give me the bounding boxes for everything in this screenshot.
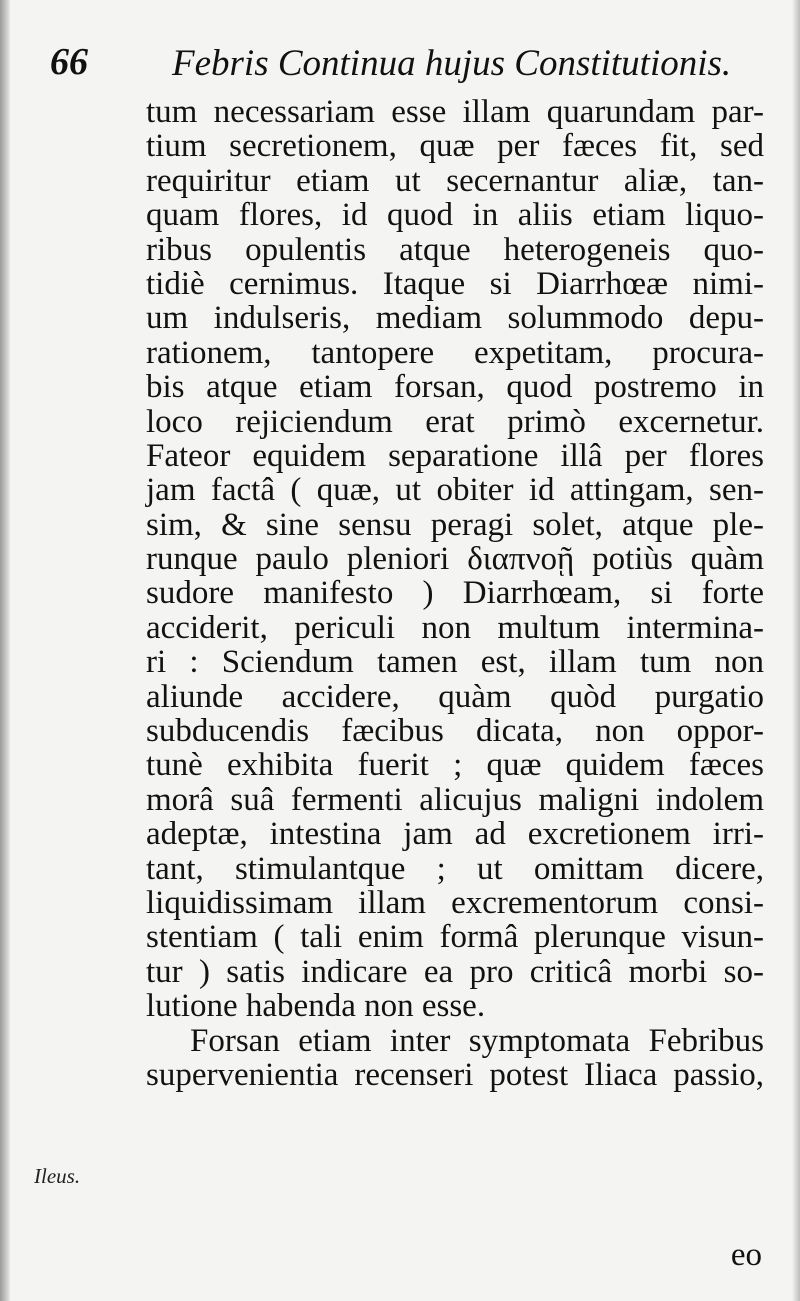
text-line: um indulseris, mediam solummodo depu-	[146, 300, 764, 337]
page-edge-shadow	[792, 0, 800, 1301]
margin-note: Ileus.	[34, 1164, 81, 1188]
running-head: Febris Continua hujus Constitutionis.	[172, 43, 732, 84]
text-line: Fateor equidem separatione illâ per flores	[146, 437, 764, 474]
text-line: tur ) satis indicare ea pro criticâ morbi so-	[146, 953, 764, 990]
page-gutter-shadow	[0, 0, 10, 1301]
text-line: aliunde accidere, quàm quòd purgatio	[146, 678, 764, 715]
text-line: tum necessariam esse illam quarundam par-	[146, 94, 764, 130]
text-line: lutione habenda non esse.	[146, 988, 486, 1025]
text-line: rationem, tantopere expetitam, procura-	[146, 334, 764, 371]
text-line: tunè exhibita fuerit ; quæ quidem fæces	[146, 747, 764, 784]
text-line: loco rejiciendum erat primò excernetur.	[146, 403, 764, 440]
page-number: 66	[50, 41, 88, 83]
text-line: sudore manifesto ) Diarrhœam, si forte	[146, 575, 764, 612]
text-line: ribus opulentis atque heterogeneis quo-	[146, 231, 764, 268]
text-line: acciderit, periculi non multum intermina-	[146, 609, 764, 646]
text-line: supervenientia recenseri potest Iliaca passio,	[146, 1056, 764, 1093]
text-line: bis atque etiam forsan, quod postremo in	[146, 369, 764, 406]
text-line: tium secretionem, quæ per fæces fit, sed	[146, 128, 764, 165]
text-line: morâ suâ fermenti alicujus maligni indolem	[146, 781, 764, 818]
catchword: eo	[730, 1237, 762, 1273]
text-line: tidiè cernimus. Itaque si Diarrhœæ nimi-	[146, 265, 764, 302]
text-line: jam factâ ( quæ, ut obiter id attingam, sen-	[146, 472, 764, 509]
text-line: subducendis fæcibus dicata, non oppor-	[146, 713, 764, 750]
main-text-block	[146, 95, 764, 1092]
text-line: adeptæ, intestina jam ad excretionem irri-	[146, 816, 764, 853]
text-line: tant, stimulantque ; ut omittam dicere,	[146, 850, 764, 887]
text-line: stentiam ( tali enim formâ plerunque visun-	[146, 919, 764, 956]
page-header	[50, 40, 760, 90]
text-line: liquidissimam illam excrementorum consi-	[146, 884, 764, 921]
text-line: runque paulo pleniori διαπνοῇ potiùs quàm	[146, 541, 764, 578]
text-line: sim, & sine sensu peragi solet, atque ple-	[146, 506, 764, 543]
text-line: ri : Sciendum tamen est, illam tum non	[146, 644, 764, 681]
paragraph-start-line: Forsan etiam inter symptomata Febribus	[190, 1022, 764, 1059]
text-line: quam flores, id quod in aliis etiam liquo-	[146, 197, 764, 234]
text-line: requiritur etiam ut secernantur aliæ, tan-	[146, 162, 764, 199]
